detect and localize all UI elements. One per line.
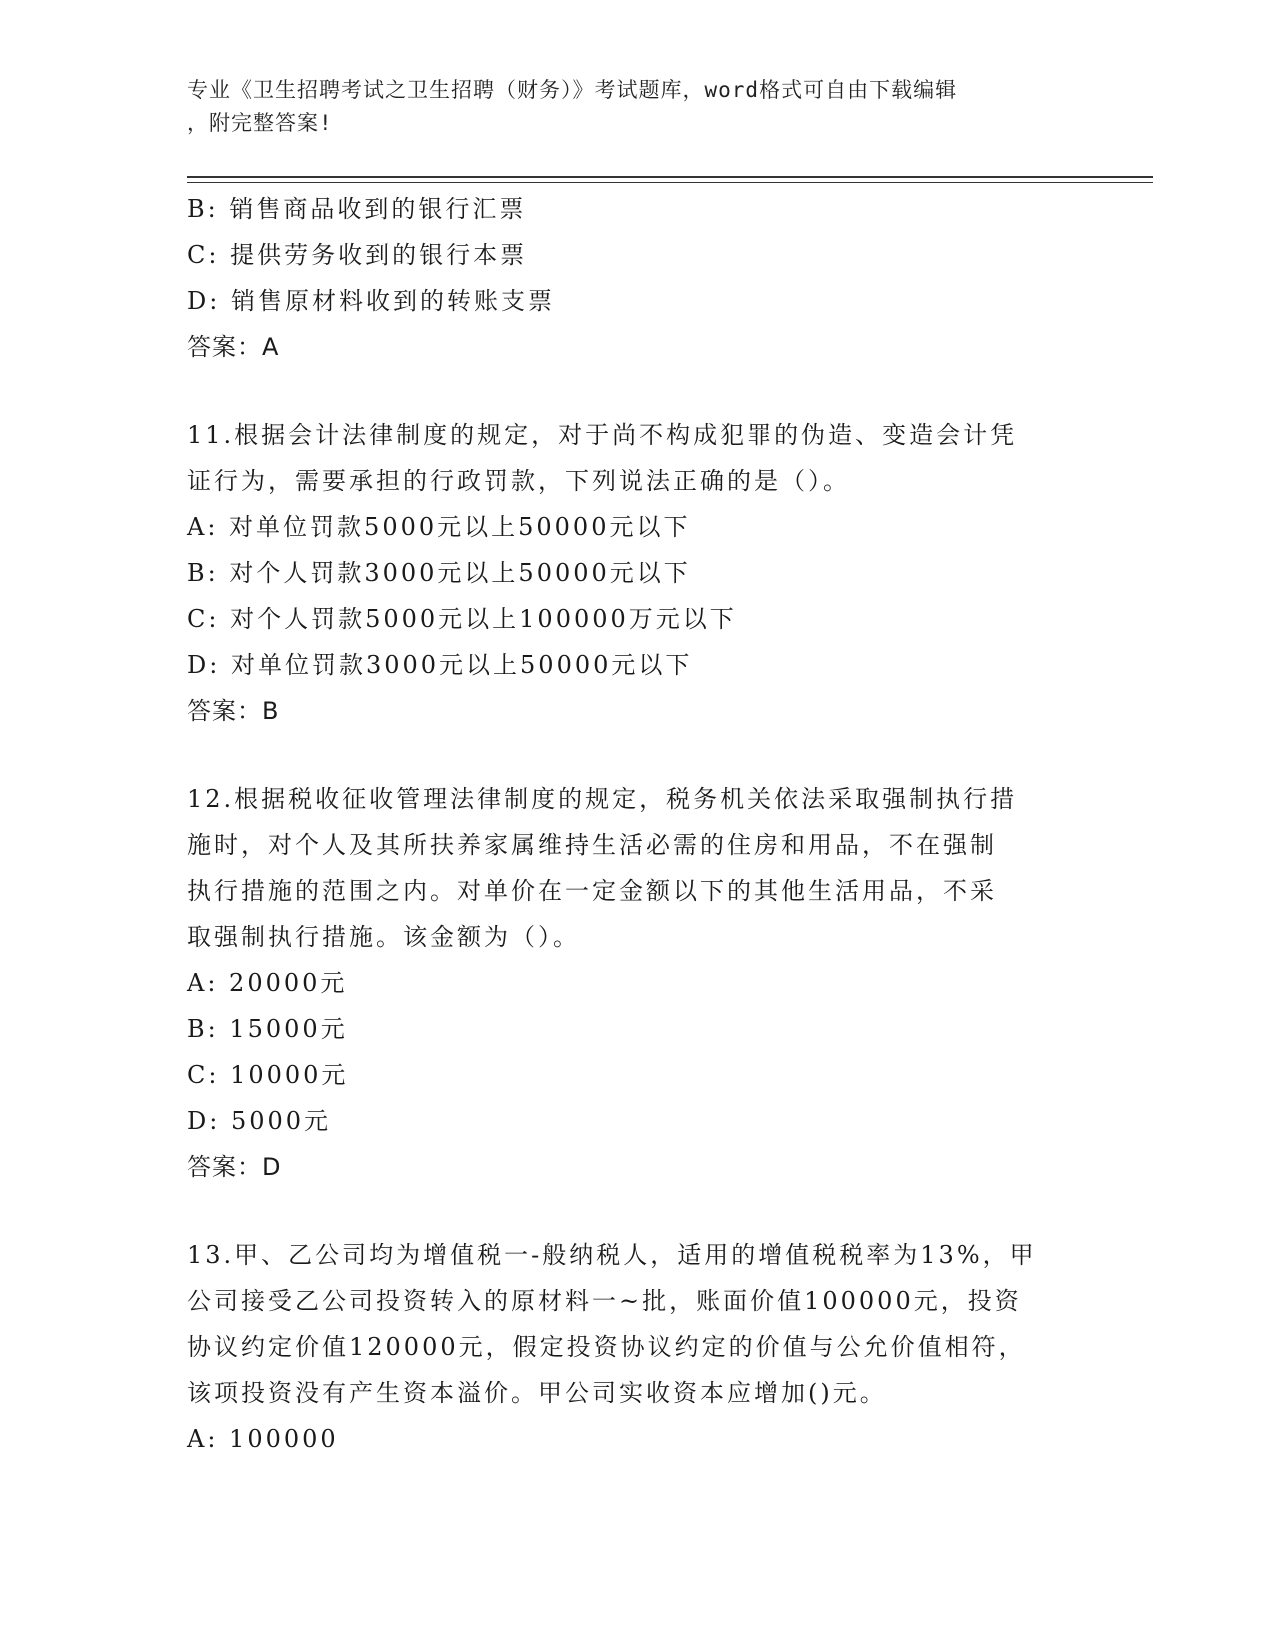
- answer: 答案：A: [187, 333, 280, 361]
- question-stem-line: 11.根据会计法律制度的规定，对于尚不构成犯罪的伪造、变造会计凭: [187, 421, 1018, 449]
- option-d: D: 5000元: [187, 1107, 332, 1135]
- option-c: C: 10000元: [187, 1061, 349, 1089]
- question-11: [187, 412, 1087, 734]
- spacer: [187, 370, 1087, 412]
- option-a: A: 20000元: [187, 969, 348, 997]
- answer: 答案：D: [187, 1153, 282, 1181]
- header-line-2: ，附完整答案!: [187, 111, 333, 135]
- option-b: B: 对个人罚款3000元以上50000元以下: [187, 559, 691, 587]
- header-rule-thin: [187, 182, 1153, 183]
- question-stem-line: 执行措施的范围之内。对单价在一定金额以下的其他生活用品，不采: [187, 877, 997, 905]
- question-stem-line: 施时，对个人及其所扶养家属维持生活必需的住房和用品，不在强制: [187, 831, 997, 859]
- option-a: A: 100000: [187, 1425, 339, 1453]
- question-stem-line: 证行为，需要承担的行政罚款，下列说法正确的是（）。: [187, 467, 850, 495]
- option-d: D: 对单位罚款3000元以上50000元以下: [187, 651, 693, 679]
- option-d: D: 销售原材料收到的转账支票: [187, 287, 555, 315]
- question-10: [187, 186, 1087, 370]
- header-rule-thick: [187, 176, 1153, 178]
- question-content: [187, 186, 1087, 1462]
- question-stem-line: 公司接受乙公司投资转入的原材料一~批，账面价值100000元，投资: [187, 1287, 1022, 1315]
- question-stem-line: 协议约定价值120000元，假定投资协议约定的价值与公允价值相符，: [187, 1333, 1026, 1361]
- question-stem-line: 13.甲、乙公司均为增值税一-般纳税人，适用的增值税税率为13%，甲: [187, 1241, 1037, 1269]
- option-b: B: 15000元: [187, 1015, 348, 1043]
- answer: 答案：B: [187, 697, 280, 725]
- spacer: [187, 1190, 1087, 1232]
- question-stem-line: 取强制执行措施。该金额为（）。: [187, 923, 580, 951]
- question-stem-line: 12.根据税收征收管理法律制度的规定，税务机关依法采取强制执行措: [187, 785, 1018, 813]
- option-b: B: 销售商品收到的银行汇票: [187, 195, 527, 223]
- spacer: [187, 734, 1087, 776]
- option-a: A: 对单位罚款5000元以上50000元以下: [187, 513, 691, 541]
- document-header: [187, 74, 1087, 140]
- question-13: [187, 1232, 1087, 1462]
- question-stem-line: 该项投资没有产生资本溢价。甲公司实收资本应增加()元。: [187, 1379, 887, 1407]
- header-line-1: 专业《卫生招聘考试之卫生招聘（财务）》考试题库，word格式可自由下载编辑: [187, 78, 958, 102]
- option-c: C: 提供劳务收到的银行本票: [187, 241, 528, 269]
- question-12: [187, 776, 1087, 1190]
- option-c: C: 对个人罚款5000元以上100000万元以下: [187, 605, 737, 633]
